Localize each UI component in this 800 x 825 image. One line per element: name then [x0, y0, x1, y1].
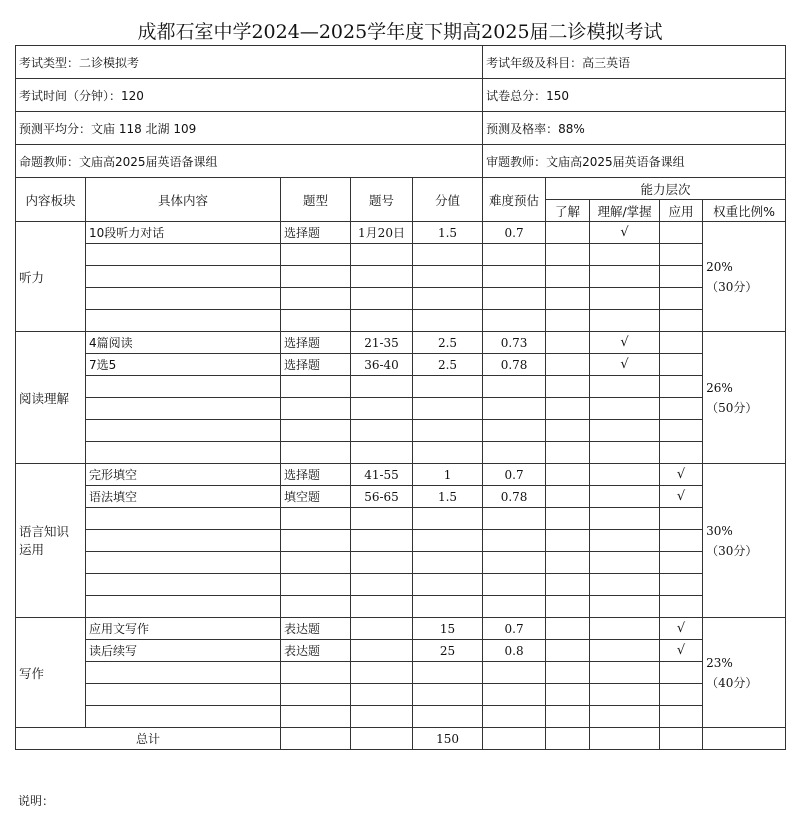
weight-score: （50分） — [706, 400, 758, 415]
row-type: 选择题 — [281, 222, 351, 244]
weight-listening — [703, 222, 786, 332]
header-master: 理解/掌握 — [590, 200, 660, 222]
row-difficulty: 0.78 — [483, 354, 546, 376]
row-apply: √ — [660, 618, 703, 640]
row-apply — [660, 354, 703, 376]
row-type: 选择题 — [281, 464, 351, 486]
row-number: 1月20日 — [351, 222, 413, 244]
row-difficulty: 0.7 — [483, 464, 546, 486]
row-apply: √ — [660, 486, 703, 508]
weight-percent: 23% — [706, 655, 733, 670]
weight-percent: 26% — [706, 380, 733, 395]
header-section: 内容板块 — [16, 178, 86, 222]
table-row — [16, 222, 786, 244]
note-label: 说明： — [18, 794, 55, 808]
row-number — [351, 640, 413, 662]
row-apply — [660, 332, 703, 354]
table-row — [16, 486, 786, 508]
row-master — [590, 486, 660, 508]
row-apply: √ — [660, 464, 703, 486]
row-understand — [546, 486, 590, 508]
question-setter: 命题教师：文庙高2025届英语备课组 — [16, 145, 483, 178]
table-row — [16, 618, 786, 640]
row-type: 选择题 — [281, 332, 351, 354]
row-apply: √ — [660, 640, 703, 662]
row-content: 7选5 — [86, 354, 281, 376]
weight-writing — [703, 618, 786, 728]
row-type: 填空题 — [281, 486, 351, 508]
row-understand — [546, 464, 590, 486]
pass-rate: 预测及格率：88% — [483, 112, 786, 145]
total-row — [16, 728, 786, 750]
total-label: 总计 — [16, 728, 281, 750]
weight-percent: 30% — [706, 523, 733, 538]
header-number: 题号 — [351, 178, 413, 222]
row-score: 15 — [413, 618, 483, 640]
section-language — [16, 464, 86, 618]
row-score: 2.5 — [413, 354, 483, 376]
section-reading: 阅读理解 — [16, 332, 86, 464]
header-apply: 应用 — [660, 200, 703, 222]
row-number: 36-40 — [351, 354, 413, 376]
row-number: 41-55 — [351, 464, 413, 486]
row-understand — [546, 222, 590, 244]
table-row — [16, 640, 786, 662]
row-type: 选择题 — [281, 354, 351, 376]
page-title: 成都石室中学2024—2025学年度下期高2025届二诊模拟考试 — [137, 21, 663, 43]
row-understand — [546, 618, 590, 640]
row-understand — [546, 332, 590, 354]
row-content: 4篇阅读 — [86, 332, 281, 354]
header-weight: 权重比例% — [703, 200, 786, 222]
grade-subject: 考试年级及科目：高三英语 — [483, 46, 786, 79]
predicted-average: 预测平均分：文庙 118 北湖 109 — [16, 112, 483, 145]
row-difficulty: 0.73 — [483, 332, 546, 354]
table-row — [16, 354, 786, 376]
weight-score: （30分） — [706, 543, 758, 558]
row-number: 21-35 — [351, 332, 413, 354]
header-ability: 能力层次 — [546, 178, 786, 200]
total-score: 试卷总分：150 — [483, 79, 786, 112]
row-understand — [546, 354, 590, 376]
row-content: 完形填空 — [86, 464, 281, 486]
section-listening: 听力 — [16, 222, 86, 332]
row-difficulty: 0.8 — [483, 640, 546, 662]
row-master — [590, 464, 660, 486]
row-master — [590, 618, 660, 640]
row-understand — [546, 640, 590, 662]
row-content: 读后续写 — [86, 640, 281, 662]
row-apply — [660, 222, 703, 244]
header-content: 具体内容 — [86, 178, 281, 222]
row-score: 1.5 — [413, 222, 483, 244]
exam-duration: 考试时间（分钟）：120 — [16, 79, 483, 112]
weight-language — [703, 464, 786, 618]
row-score: 25 — [413, 640, 483, 662]
row-master — [590, 640, 660, 662]
row-master: √ — [590, 332, 660, 354]
table-row — [16, 464, 786, 486]
row-master: √ — [590, 354, 660, 376]
row-number: 56-65 — [351, 486, 413, 508]
row-score: 1.5 — [413, 486, 483, 508]
row-difficulty: 0.7 — [483, 618, 546, 640]
weight-score: （40分） — [706, 675, 758, 690]
row-content: 应用文写作 — [86, 618, 281, 640]
row-number — [351, 618, 413, 640]
header-understand: 了解 — [546, 200, 590, 222]
weight-percent: 20% — [706, 259, 733, 274]
row-type: 表达题 — [281, 618, 351, 640]
table-row — [16, 332, 786, 354]
row-difficulty: 0.7 — [483, 222, 546, 244]
section-language-label: 语言知识运用 — [19, 523, 70, 557]
section-writing: 写作 — [16, 618, 86, 728]
row-score: 1 — [413, 464, 483, 486]
row-type: 表达题 — [281, 640, 351, 662]
header-type: 题型 — [281, 178, 351, 222]
weight-score: （30分） — [706, 279, 758, 294]
header-difficulty: 难度预估 — [483, 178, 546, 222]
row-content: 10段听力对话 — [86, 222, 281, 244]
weight-reading — [703, 332, 786, 464]
total-score: 150 — [413, 728, 483, 750]
row-content: 语法填空 — [86, 486, 281, 508]
exam-spec-table — [15, 45, 786, 750]
exam-type: 考试类型：二诊模拟考 — [16, 46, 483, 79]
row-difficulty: 0.78 — [483, 486, 546, 508]
header-score: 分值 — [413, 178, 483, 222]
row-score: 2.5 — [413, 332, 483, 354]
row-master: √ — [590, 222, 660, 244]
question-reviewer: 审题教师：文庙高2025届英语备课组 — [483, 145, 786, 178]
